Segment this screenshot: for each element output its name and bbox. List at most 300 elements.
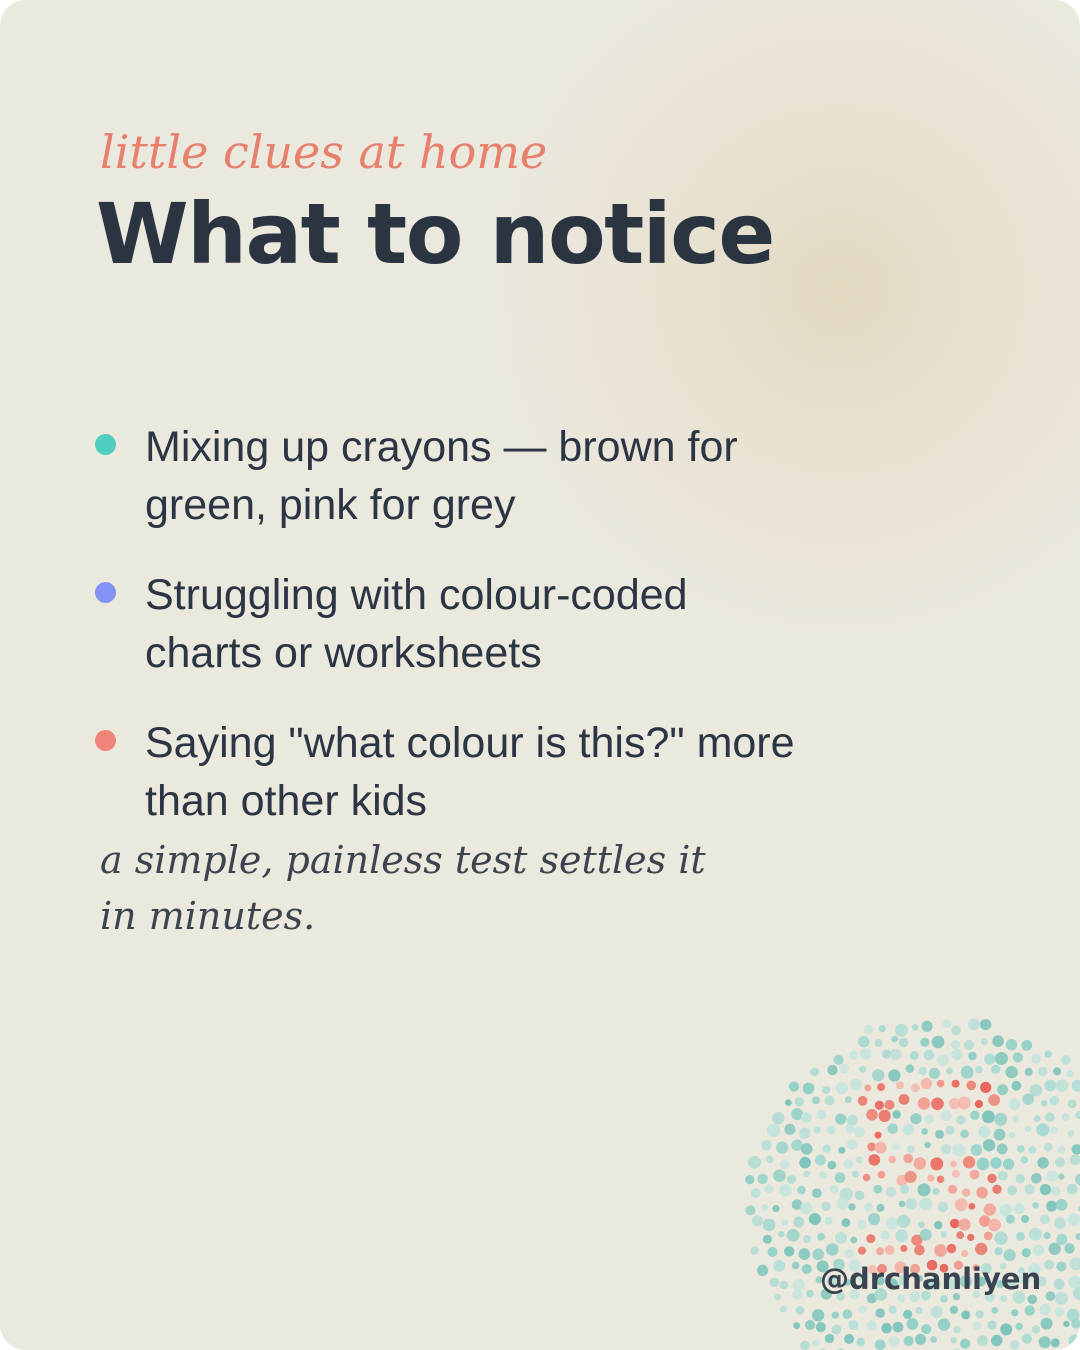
plate-dot — [967, 1234, 974, 1241]
plate-dot — [1058, 1173, 1064, 1179]
plate-dot — [806, 1290, 814, 1298]
plate-dot — [920, 1038, 929, 1047]
plate-dot — [952, 1143, 965, 1156]
plate-dot — [976, 1310, 984, 1318]
plate-dot — [802, 1264, 812, 1274]
plate-dot — [946, 1067, 953, 1074]
plate-dot — [1051, 1338, 1060, 1347]
plate-dot — [968, 1052, 977, 1061]
plate-dot — [941, 1110, 952, 1121]
plate-dot — [799, 1157, 811, 1169]
bullet-text: Saying "what colour is this?" more than other kids — [145, 719, 795, 825]
plate-dot — [847, 1115, 858, 1126]
plate-dot — [891, 1036, 898, 1043]
plate-dot — [888, 1069, 900, 1081]
plate-dot — [864, 1025, 873, 1034]
plate-dot — [941, 1231, 947, 1237]
plate-dot — [911, 1083, 920, 1092]
plate-dot — [827, 1126, 836, 1135]
plate-dot — [878, 1171, 886, 1179]
plate-dot — [1029, 1146, 1037, 1154]
plate-dot — [800, 1202, 812, 1214]
bullet-item-charts — [95, 566, 815, 682]
plate-dot — [1009, 1098, 1021, 1110]
plate-dot — [975, 1066, 982, 1073]
plate-dot — [970, 1111, 979, 1120]
plate-dot — [906, 1064, 915, 1073]
plate-dot — [997, 1084, 1008, 1095]
plate-dot — [877, 1083, 885, 1091]
plate-dot — [890, 1049, 901, 1060]
plate-dot — [975, 1243, 987, 1255]
plate-dot — [1050, 1096, 1059, 1105]
plate-dot — [751, 1188, 761, 1198]
plate-dot — [776, 1142, 788, 1154]
plate-dot — [1053, 1067, 1061, 1075]
plate-dot — [981, 1038, 988, 1045]
plate-dot — [991, 1335, 1002, 1346]
plate-dot — [746, 1205, 756, 1215]
plate-dot — [844, 1159, 854, 1169]
plate-dot — [941, 1144, 951, 1154]
plate-dot — [1050, 1126, 1057, 1133]
plate-dot — [1046, 1201, 1057, 1212]
plate-dot — [1003, 1158, 1014, 1169]
plate-dot — [1072, 1080, 1080, 1092]
plate-dot — [937, 1080, 945, 1088]
plate-dot — [1015, 1323, 1023, 1331]
plate-dot — [1054, 1307, 1064, 1317]
plate-dot — [867, 1320, 878, 1331]
plate-dot — [1010, 1340, 1019, 1349]
plate-dot — [835, 1114, 846, 1125]
plate-dot — [803, 1235, 811, 1243]
plate-dot — [947, 1244, 956, 1253]
bullet-item-crayons — [95, 418, 815, 534]
plate-dot — [990, 1157, 1001, 1168]
plate-dot — [952, 1170, 960, 1178]
plate-dot — [914, 1157, 927, 1170]
plate-dot — [914, 1245, 925, 1256]
plate-dot — [795, 1097, 804, 1106]
plate-dot — [915, 1334, 926, 1345]
plate-dot — [1063, 1321, 1069, 1327]
plate-dot — [951, 1040, 960, 1049]
plate-dot — [983, 1139, 995, 1151]
plate-dot — [787, 1175, 796, 1184]
plate-dot — [866, 1234, 875, 1243]
plate-dot — [881, 1323, 892, 1334]
plate-dot — [951, 1337, 957, 1343]
plate-dot — [803, 1083, 815, 1095]
plate-dot — [800, 1341, 809, 1350]
plate-dot — [934, 1244, 947, 1257]
plate-dot — [765, 1184, 774, 1193]
plate-dot — [1047, 1171, 1058, 1182]
plate-dot — [793, 1217, 804, 1228]
plate-dot — [828, 1161, 837, 1170]
bullet-list — [95, 418, 815, 830]
plate-dot — [1013, 1052, 1023, 1062]
plate-dot — [821, 1202, 830, 1211]
plate-dot — [924, 1050, 935, 1061]
plate-dot — [758, 1174, 768, 1184]
plate-dot — [1068, 1213, 1080, 1226]
plate-dot — [770, 1278, 779, 1287]
plate-dot — [772, 1205, 779, 1212]
plate-dot — [768, 1247, 778, 1257]
plate-dot — [812, 1339, 819, 1346]
plate-dot — [842, 1218, 851, 1227]
plate-dot — [1040, 1214, 1050, 1224]
plate-dot — [1056, 1262, 1066, 1272]
plate-dot — [858, 1036, 869, 1047]
plate-dot — [973, 1322, 982, 1331]
plate-dot — [825, 1217, 833, 1225]
plate-dot — [835, 1172, 846, 1183]
plate-dot — [748, 1156, 761, 1169]
plate-dot — [956, 1231, 964, 1239]
plate-dot — [1034, 1115, 1041, 1122]
plate-dot — [773, 1260, 785, 1272]
plate-dot — [889, 1336, 900, 1347]
plate-dot — [994, 1232, 1007, 1245]
plate-dot — [1032, 1325, 1040, 1333]
plate-dot — [955, 1198, 968, 1211]
plate-dot — [888, 1306, 896, 1314]
plate-dot — [1012, 1116, 1019, 1123]
plate-dot — [816, 1322, 826, 1332]
plate-dot — [1062, 1113, 1070, 1121]
plate-dot — [988, 1094, 1000, 1106]
plate-dot — [918, 1221, 925, 1228]
plate-dot — [1037, 1157, 1048, 1168]
plate-dot — [1076, 1233, 1080, 1240]
plate-dot — [897, 1215, 910, 1228]
plate-dot — [885, 1245, 895, 1255]
plate-dot — [879, 1025, 886, 1032]
plate-dot — [921, 1078, 932, 1089]
plate-dot — [982, 1110, 995, 1123]
plate-dot — [827, 1065, 837, 1075]
plate-dot — [752, 1215, 763, 1226]
plate-dot — [845, 1096, 852, 1103]
plate-dot — [772, 1112, 784, 1124]
plate-dot — [1021, 1215, 1029, 1223]
plate-dot — [817, 1110, 827, 1120]
plate-dot — [1064, 1243, 1074, 1253]
plate-dot — [950, 1161, 957, 1168]
plate-dot — [933, 1188, 940, 1195]
plate-dot — [924, 1115, 933, 1124]
plate-dot — [1044, 1080, 1056, 1092]
plate-dot — [905, 1198, 917, 1210]
plate-dot — [780, 1306, 787, 1313]
plate-dot — [784, 1246, 794, 1256]
plate-dot — [875, 1339, 886, 1350]
plate-dot — [843, 1309, 853, 1319]
plate-dot — [918, 1183, 931, 1196]
plate-dot — [938, 1318, 951, 1331]
plate-dot — [826, 1243, 839, 1256]
bullet-text: Mixing up crayons — brown for green, pink for grey — [145, 423, 738, 529]
plate-dot — [1011, 1309, 1018, 1316]
plate-dot — [888, 1156, 896, 1164]
plate-dot — [994, 1113, 1007, 1126]
plate-dot — [1016, 1174, 1025, 1183]
plate-dot — [1045, 1050, 1052, 1057]
plate-dot — [1038, 1067, 1048, 1077]
plate-dot — [967, 1081, 977, 1091]
plate-dot — [1029, 1228, 1042, 1241]
plate-dot — [825, 1096, 835, 1106]
plate-dot — [1075, 1111, 1080, 1119]
plate-dot — [992, 1307, 999, 1314]
plate-dot — [864, 1203, 873, 1212]
plate-dot — [958, 1097, 971, 1110]
plate-dot — [1022, 1248, 1031, 1257]
plate-dot — [992, 1185, 1001, 1194]
plate-dot — [907, 1318, 919, 1330]
plate-dot — [780, 1160, 790, 1170]
plate-dot — [995, 1052, 1008, 1065]
plate-dot — [745, 1175, 754, 1184]
plate-dot — [885, 1100, 895, 1110]
plate-dot — [778, 1231, 784, 1237]
plate-dot — [1032, 1202, 1038, 1208]
plate-dot — [997, 1144, 1008, 1155]
plate-dot — [929, 1068, 940, 1079]
plate-dot — [825, 1334, 834, 1343]
plate-dot — [856, 1338, 864, 1346]
plate-dot — [992, 1035, 1004, 1047]
plate-dot — [932, 1036, 945, 1049]
plate-dot — [931, 1306, 943, 1318]
plate-dot — [864, 1084, 871, 1091]
plate-dot — [1068, 1099, 1077, 1108]
plate-dot — [872, 1069, 884, 1081]
plate-dot — [774, 1294, 781, 1301]
plate-dot — [922, 1021, 933, 1032]
plate-dot — [860, 1048, 871, 1059]
plate-dot — [785, 1099, 792, 1106]
plate-dot — [809, 1213, 821, 1225]
plate-dot — [910, 1051, 919, 1060]
plate-dot — [988, 1219, 1001, 1232]
plate-dot — [1044, 1232, 1051, 1239]
plate-dot — [951, 1049, 962, 1060]
bullet-text: Struggling with colour-coded charts or worksheets — [145, 571, 688, 677]
plate-dot — [763, 1235, 772, 1244]
bullet-item-asking — [95, 714, 815, 830]
plate-dot — [994, 1129, 1006, 1141]
plate-dot — [858, 1305, 866, 1313]
plate-dot — [900, 1185, 909, 1194]
plate-dot — [787, 1229, 800, 1242]
plate-dot — [761, 1204, 768, 1211]
plate-dot — [833, 1055, 843, 1065]
plate-dot — [924, 1142, 930, 1148]
plate-dot — [773, 1169, 786, 1182]
plate-dot — [810, 1068, 819, 1077]
plate-dot — [969, 1203, 976, 1210]
plate-dot — [1033, 1245, 1044, 1256]
plate-dot — [1044, 1143, 1053, 1152]
plate-dot — [875, 1142, 887, 1154]
plate-dot — [1000, 1323, 1012, 1335]
plate-dot — [1075, 1174, 1080, 1186]
plate-dot — [805, 1320, 815, 1330]
plate-dot — [868, 1213, 880, 1225]
plate-dot — [970, 1170, 980, 1180]
plate-dot — [836, 1082, 848, 1094]
plate-dot — [1006, 1039, 1017, 1050]
plate-dot — [1070, 1258, 1080, 1271]
plate-dot — [848, 1203, 855, 1210]
plate-dot — [1050, 1186, 1060, 1196]
plate-dot — [1055, 1157, 1065, 1167]
plate-dot — [1036, 1123, 1049, 1136]
plate-dot — [799, 1248, 811, 1260]
plate-dot — [1041, 1318, 1053, 1330]
plate-dot — [960, 1339, 970, 1349]
plate-dot — [963, 1156, 975, 1168]
plate-dot — [910, 1113, 921, 1124]
plate-dot — [998, 1171, 1008, 1181]
plate-dot — [919, 1067, 927, 1075]
plate-dot — [980, 1082, 991, 1093]
plate-dot — [1068, 1130, 1075, 1137]
plate-dot — [977, 1158, 990, 1171]
plate-dot — [850, 1237, 857, 1244]
plate-dot — [847, 1139, 857, 1149]
plate-dot — [881, 1231, 890, 1240]
plate-dot — [866, 1109, 878, 1121]
plate-dot — [1040, 1304, 1051, 1315]
plate-dot — [1055, 1292, 1068, 1305]
plate-dot — [951, 1026, 961, 1036]
plate-dot — [832, 1325, 842, 1335]
plate-dot — [812, 1096, 820, 1104]
plate-dot — [895, 1024, 908, 1037]
blue-dot-icon — [95, 582, 116, 603]
plate-dot — [927, 1175, 934, 1182]
plate-dot — [812, 1188, 822, 1198]
plate-dot — [855, 1191, 865, 1201]
plate-dot — [784, 1124, 795, 1135]
plate-dot — [838, 1147, 845, 1154]
plate-dot — [921, 1324, 931, 1334]
plate-dot — [1070, 1154, 1080, 1165]
plate-dot — [1067, 1184, 1078, 1195]
plate-dot — [780, 1281, 789, 1290]
plate-dot — [877, 1204, 885, 1212]
plate-dot — [830, 1185, 839, 1194]
plate-dot — [796, 1306, 804, 1314]
plate-dot — [852, 1171, 859, 1178]
plate-dot — [980, 1019, 991, 1030]
plate-dot — [984, 1232, 993, 1241]
author-handle: @drchanliyen — [820, 1262, 1042, 1296]
plate-dot — [1016, 1232, 1025, 1241]
plate-dot — [1021, 1156, 1028, 1163]
plate-dot — [946, 1126, 955, 1135]
plate-dot — [1072, 1144, 1080, 1154]
plate-dot — [1068, 1335, 1080, 1347]
plate-dot — [763, 1219, 776, 1232]
plate-dot — [797, 1186, 806, 1195]
plate-dot — [886, 1187, 896, 1197]
plate-dot — [1066, 1070, 1073, 1077]
plate-dot — [849, 1051, 858, 1060]
plate-dot — [822, 1086, 830, 1094]
plate-dot — [950, 1219, 960, 1229]
plate-dot — [999, 1204, 1011, 1216]
plate-dot — [899, 1094, 910, 1105]
plate-dot — [937, 1054, 949, 1066]
plate-dot — [919, 1198, 932, 1211]
plate-dot — [1012, 1081, 1022, 1091]
plate-dot — [899, 1201, 906, 1208]
plate-dot — [900, 1245, 907, 1252]
plate-dot — [1022, 1334, 1032, 1344]
plate-dot — [1025, 1126, 1031, 1132]
plate-dot — [1046, 1291, 1056, 1301]
plate-dot — [943, 1019, 952, 1028]
plate-dot — [839, 1064, 849, 1074]
plate-dot — [879, 1110, 891, 1122]
plate-dot — [988, 1321, 997, 1330]
coral-dot-icon — [95, 730, 116, 751]
plate-dot — [1023, 1094, 1034, 1105]
plate-dot — [857, 1220, 867, 1230]
plate-dot — [887, 1123, 898, 1134]
plate-dot — [766, 1156, 774, 1164]
plate-dot — [903, 1154, 913, 1164]
plate-dot — [1025, 1305, 1035, 1315]
plate-dot — [930, 1157, 943, 1170]
plate-dot — [875, 1101, 884, 1110]
plate-dot — [846, 1124, 855, 1133]
plate-dot — [984, 1203, 996, 1215]
plate-dot — [781, 1219, 788, 1226]
plate-dot — [1025, 1068, 1033, 1076]
plate-dot — [994, 1247, 1002, 1255]
plate-dot — [920, 1229, 932, 1241]
plate-dot — [792, 1262, 800, 1270]
plate-dot — [835, 1232, 847, 1244]
plate-dot — [812, 1309, 824, 1321]
plate-dot — [792, 1289, 802, 1299]
plate-dot — [858, 1247, 866, 1255]
plate-dot — [1054, 1279, 1065, 1290]
plate-dot — [757, 1265, 768, 1276]
plate-dot — [921, 1128, 928, 1135]
plate-dot — [1014, 1203, 1025, 1214]
plate-dot — [1044, 1260, 1054, 1270]
plate-dot — [903, 1310, 912, 1319]
plate-dot — [979, 1126, 991, 1138]
plate-dot — [875, 1132, 882, 1139]
plate-dot — [1031, 1173, 1042, 1184]
plate-dot — [1049, 1243, 1061, 1255]
plate-dot — [767, 1124, 780, 1137]
plate-dot — [962, 1188, 971, 1197]
plate-dot — [854, 1126, 865, 1137]
plate-dot — [948, 1185, 957, 1194]
plate-dot — [937, 1176, 945, 1184]
page-title: What to notice — [96, 185, 774, 283]
